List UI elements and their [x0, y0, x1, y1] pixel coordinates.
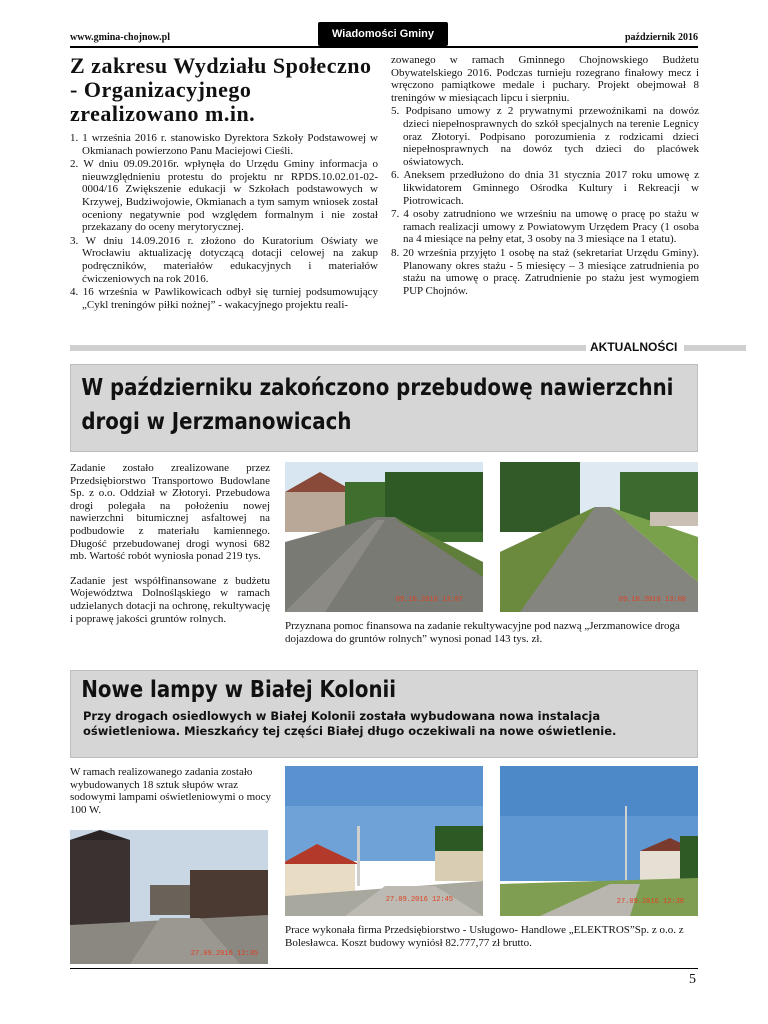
footer-rule	[70, 968, 698, 969]
section-label: AKTUALNOŚCI	[590, 340, 678, 354]
photo-timestamp: 09.10.2016 13:07	[395, 596, 463, 604]
section-band-left	[70, 345, 586, 351]
list-item: 8. 20 września przyjęto 1 osobę na staż (sekretariat Urzędu Gminy). Planowany okres stażu - 5 miesięcy – 3 miesiące zatrudnienia po stażu na umowę o pracę. Zatrudnienie po stażu jest wymogiem PUP Chojnów.	[391, 246, 699, 297]
list-item: 5. Podpisano umowy z 2 prywatnymi przewoźnikami na dowóz dzieci niepełnosprawnych do szkół specjalnych na terenie Legnicy oraz Złotoryi. Podpisano porozumienia z rodzicami dzieci niepełnosprawnych na dowóz tych dzieci do placówek oświatowych.	[391, 105, 699, 168]
article2-title-box	[70, 670, 698, 758]
list-item: 4. 16 września w Pawlikowicach odbył się turniej podsumowujący „Cykl treningów piłki nożnej” - wakacyjnego projektu reali-	[70, 286, 378, 311]
list-item: 7. 4 osoby zatrudniono we wrześniu na umowę o pracę po stażu w ramach realizacji umowy z Powiatowym Urzędem Pracy (1 osoba na 4 miesiące na pełny etat, 3 osoby na 3 miesiące na 1 etatu).	[391, 208, 699, 246]
photo-timestamp: 27.09.2016 12:38	[616, 898, 684, 906]
list-item: 3. W dniu 14.09.2016 r. złożono do Kuratorium Oświaty we Wrocławiu aktualizację dotyczącą dotacji celowej na zakup podręczników, materiałów edukacyjnych i materiałów ćwiczeniowych na rok 2016.	[70, 234, 378, 285]
road-photo-2	[500, 462, 698, 612]
article2-paragraph: W ramach realizowanego zadania zostało wybudowanych 18 sztuk słupów wraz sodowymi lampami oświetleniowymi o mocy 100 W.	[70, 766, 272, 816]
article1-title-box	[70, 364, 698, 452]
article1-paragraph: Zadanie zostało zrealizowane przez Przedsiębiorstwo Transportowo Budowlane Sp. z o.o. Oddział w Złotoryi. Przebudowa drogi polegała na położeniu nowej nawierzchni bitumicznej asfaltowej na podbudowie z materiału kamiennego. Długość przebudowanej drogi wynosi 682 mb. Wartość robót wyniosła ponad 219 tys.	[70, 462, 270, 563]
header-rule	[70, 46, 698, 48]
page-number: 5	[689, 972, 696, 987]
top-right-column	[391, 54, 699, 298]
article2-caption: Prace wykonała firma Przedsiębiorstwo - Usługowo- Handlowe „ELEKTROS”Sp. z o.o. z Bolesławca. Koszt budowy wyniósł 82.777,77 zł brutto.	[285, 924, 684, 949]
article2-lead: Przy drogach osiedlowych w Białej Kolonii została wybudowana nowa instalacja oświetleniowa. Mieszkańcy tej części Białej długo oczekiwali na nowe oświetlenie.	[83, 709, 617, 738]
article1-caption: Przyznana pomoc finansowa na zadanie rekultywacyjne pod nazwą „Jerzmanowice droga dojazdowa do gruntów rolnych” wynosi ponad 143 tys. zł.	[285, 620, 680, 645]
article1-body	[70, 462, 270, 637]
photo-timestamp: 09.10.2016 13:08	[618, 596, 686, 604]
lamps-photo-2	[285, 766, 483, 916]
article2-title: Nowe lampy w Białej Kolonii	[81, 677, 397, 703]
article1-paragraph: Zadanie jest współfinansowane z budżetu Województwa Dolnośląskiego w ramach udzielanych dotacji na ochronę, rekultywację i poprawę jakości gruntów rolnych.	[70, 574, 270, 625]
list-item: 6. Aneksem przedłużono do dnia 31 stycznia 2017 roku umowę z likwidatorem Gminnego Ośrodka Kultury i Rekreacji w Piotrowicach.	[391, 169, 699, 207]
issue-date: październik 2016	[624, 32, 698, 43]
road-photo-1	[285, 462, 483, 612]
photo-timestamp: 27.09.2016 12:35	[190, 950, 258, 958]
photo-timestamp: 27.09.2016 12:45	[385, 896, 453, 904]
left-list	[70, 132, 378, 311]
list-item-continued: zowanego w ramach Gminnego Chojnowskiego Budżetu Obywatelskiego 2016. Podczas turnieju rozegrano finałowy mecz i wręczono pamiątkowe medale i puchary. Projekt obejmował 8 treningów w miesiącach lipcu i sierpniu.	[391, 54, 699, 104]
top-left-column	[70, 54, 378, 312]
list-item: 2. W dniu 09.09.2016r. wpłynęła do Urzędu Gminy informacja o nieuwzględnieniu protestu do projektu nr RPDS.10.02.01-02-0004/16 Zwiększenie edukacji w Szkołach podstawowych w Krzywej, Budziwojowie, Okmianach a tym samym wniosek został oceniony negatywnie pod względem formalnym i nie został przekazany do oceny merytorycznej.	[70, 158, 378, 234]
section-band-right	[684, 345, 746, 351]
right-list	[391, 54, 699, 297]
newspaper-title: Wiadomości Gminy Chojnów	[318, 22, 448, 46]
lamps-photo-1	[70, 830, 268, 964]
lamps-photo-3	[500, 766, 698, 916]
section-heading: Z zakresu Wydziału Społeczno - Organizacyjnego zrealizowano m.in.	[70, 53, 372, 126]
article1-title: W październiku zakończono przebudowę nawierzchni drogi w Jerzmanowicach	[81, 375, 674, 435]
list-item: 1. 1 września 2016 r. stanowisko Dyrektora Szkoły Podstawowej w Okmianach powierzono Panu Maciejowi Cieśli.	[70, 132, 378, 157]
site-url: www.gmina-chojnow.pl	[70, 32, 171, 43]
